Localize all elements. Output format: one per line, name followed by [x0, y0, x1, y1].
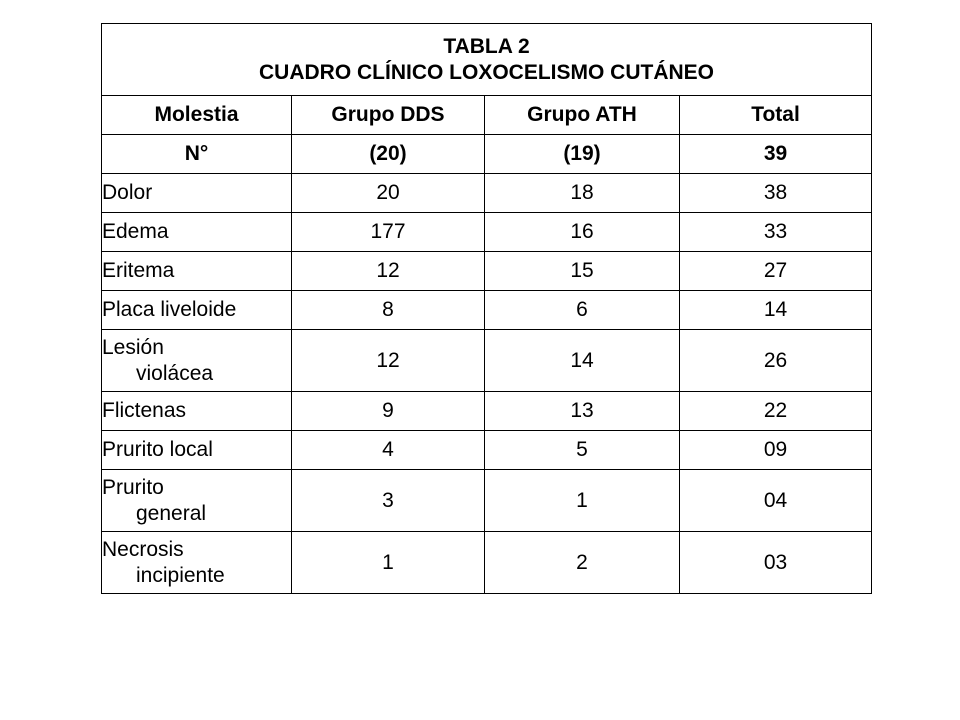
- row-grupo-ath: 14: [485, 330, 680, 392]
- row-molestia: [102, 174, 292, 213]
- clinical-table: [101, 23, 872, 594]
- table-row: [102, 291, 872, 330]
- row-total: 22: [680, 392, 872, 431]
- row-molestia-text: Flictenas: [102, 399, 187, 422]
- row-grupo-dds: 9: [292, 392, 485, 431]
- row-grupo-dds: 4: [292, 431, 485, 470]
- row-grupo-dds: 3: [292, 470, 485, 532]
- count-dds: (20): [292, 135, 485, 174]
- row-molestia-text-continued: incipiente: [136, 563, 225, 587]
- row-grupo-ath: 1: [485, 470, 680, 532]
- row-grupo-dds: 8: [292, 291, 485, 330]
- header-row: [102, 96, 872, 135]
- table-row: [102, 330, 872, 392]
- table-row: [102, 252, 872, 291]
- row-molestia-text: Prurito: [102, 475, 164, 499]
- row-grupo-ath: 13: [485, 392, 680, 431]
- row-molestia: [102, 392, 292, 431]
- row-molestia: [102, 431, 292, 470]
- row-grupo-dds: 1: [292, 532, 485, 594]
- row-total: 27: [680, 252, 872, 291]
- row-molestia-text-continued: general: [136, 501, 207, 525]
- count-label: N°: [102, 135, 292, 174]
- count-row: [102, 135, 872, 174]
- table-row: [102, 470, 872, 532]
- data-rows: [102, 174, 872, 594]
- row-total: 04: [680, 470, 872, 532]
- row-molestia: [102, 470, 292, 532]
- row-molestia-text: Eritema: [102, 259, 175, 282]
- title-row: [102, 24, 872, 96]
- row-grupo-dds: 20: [292, 174, 485, 213]
- table-title: [102, 24, 872, 96]
- row-total: 14: [680, 291, 872, 330]
- header-grupo-dds: Grupo DDS: [292, 96, 485, 135]
- table-row: [102, 174, 872, 213]
- table-title-text: CUADRO CLÍNICO LOXOCELISMO CUTÁNEO: [259, 60, 714, 84]
- row-total: 26: [680, 330, 872, 392]
- row-grupo-ath: 18: [485, 174, 680, 213]
- header-grupo-ath: Grupo ATH: [485, 96, 680, 135]
- row-total: 38: [680, 174, 872, 213]
- table-title-number: TABLA 2: [443, 34, 530, 58]
- row-grupo-ath: 16: [485, 213, 680, 252]
- table-row: [102, 532, 872, 594]
- row-molestia: [102, 252, 292, 291]
- row-grupo-ath: 2: [485, 532, 680, 594]
- row-molestia-text: Necrosis: [102, 537, 184, 561]
- row-molestia-text: Placa liveloide: [102, 298, 237, 321]
- row-molestia-text: Lesión: [102, 335, 164, 359]
- row-grupo-ath: 15: [485, 252, 680, 291]
- header-molestia: Molestia: [102, 96, 292, 135]
- row-grupo-dds: 12: [292, 252, 485, 291]
- row-total: 33: [680, 213, 872, 252]
- row-molestia-text: Prurito local: [102, 438, 213, 461]
- row-molestia-text: Edema: [102, 220, 169, 243]
- row-molestia-text-continued: violácea: [136, 361, 214, 385]
- row-total: 09: [680, 431, 872, 470]
- header-total: Total: [680, 96, 872, 135]
- row-total: 03: [680, 532, 872, 594]
- count-ath: (19): [485, 135, 680, 174]
- row-grupo-ath: 5: [485, 431, 680, 470]
- row-molestia: [102, 213, 292, 252]
- table-row: [102, 213, 872, 252]
- row-grupo-dds: 12: [292, 330, 485, 392]
- row-molestia-text: Dolor: [102, 181, 153, 204]
- row-molestia: [102, 532, 292, 594]
- table-row: [102, 431, 872, 470]
- row-molestia: [102, 291, 292, 330]
- row-grupo-dds: 177: [292, 213, 485, 252]
- row-molestia: [102, 330, 292, 392]
- count-total: 39: [680, 135, 872, 174]
- row-grupo-ath: 6: [485, 291, 680, 330]
- table-row: [102, 392, 872, 431]
